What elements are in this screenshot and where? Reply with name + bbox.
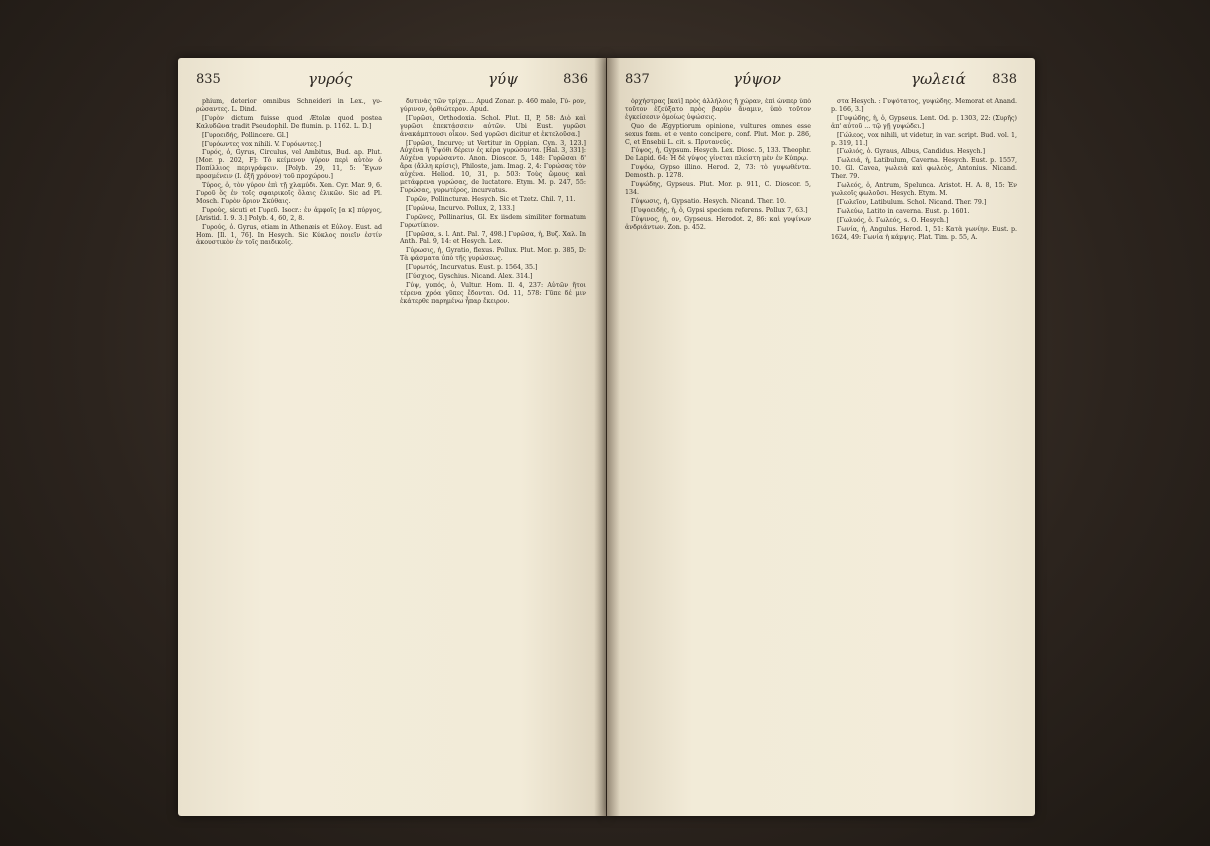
entry-text: Γυρῶνες, Pollinarius, Gl. Ex iisdem similiter formatum Γυρωτίκιον. [400, 213, 586, 229]
running-headword-right: γωλειά [911, 70, 966, 88]
entry-text: Γωλειά, ἡ, Latibulum, Caverna. Hesych. Eust. p. 1557, 10. Gl. Cavea, γωλειὰ καὶ φωλεὸς, Antonius. Nicand. Ther. 79. [831, 157, 1017, 181]
entry-text: [Γυρὸν dictum fuisse quod Ætolæ quod postea Καλυδῶνα tradit Pseudophil. De flumin. p. 1162. L. D.] [196, 114, 382, 130]
book-gutter [594, 58, 620, 816]
running-headword-right: γύψ [488, 70, 518, 88]
entry-text: [Γυροειδής, Pollincere. Gl.] [202, 131, 289, 139]
right-page-column-2 [831, 98, 1017, 803]
entry-text: [Γωλεῖον, Latibulum. Schol. Nicand. Ther. 79.] [837, 198, 987, 206]
entry-text: [Γυρῶσι, Incurvo; ut Vertitur in Oppian. Cyn. 3, 123.] Αὐχένα ἢ Ὑψόθι δέρειν ἐς κέρα γυρώσαντα. [Hal. 3, 331]: Αὐχένα γυρώσαντο. Anon. Dioscor. 5, 148: Γυρῶσαι δ' ἄρα (ἄλλη κρίσις), Philoste, jam. Imag. 2, 4: Γυρώσας τὸν αὐχένα. Heliod. 10, 31, p. 503: Τοὺς ὤμους καὶ μετάφρενα γυρώσας, de luctatore. Etym. M. p. 247, 55: Γυρώσας, γυρωτέρος, incurvatus. [400, 139, 586, 194]
entry-text: Τύρος, ὁ, τὸν γύρον ἐπὶ τῇ χλαμύδι. Xen. Cyr. Mar. 9, 6. Γυροῦ ὅς ἐν τοῖς σφαιρικοῖς ὅλαις ἑλικῶν. Sic ad Pl. Mosch. Γυρὸν ὄριον Σκύθαις. [196, 182, 382, 205]
entry-text: Γυρούς, ὁ. Gyrus, etiam in Athenæis et Εὐλογ. Eust. ad Hom. [Il. 1, 76]. In Hesych. Sic Κύκλος ποιεῖν ἐστίν ἀκουστικὸν ἐν τοῖς παιδικοῖς. [196, 223, 382, 247]
entry-text: [Γωλιός, ὁ. Gyraus, Albus, Candidus. Hesych.] [837, 148, 986, 156]
entry-text: Γυψώδης, Gypseus. Plut. Mor. p. 911, C. Dioscor. 5, 134. [625, 181, 811, 196]
entry-text: [Γυρῶσι, Orthodoxia. Schol. Plut. II, P, 58: Διὸ καὶ γυρῶσι ἐπεκτάσσειν αὐτῶν. Ubi Eust. γυρῶσι ἀνακάμπτουσι οἶκον. Sed γυρῶσι dicitur et ἐκτελοῦσα.] [400, 114, 586, 138]
entry-text: Quo de Ægyptiorum opinione, vultures omnes esse sexus fœm. et e vento concipere, conf. Plut. Mor. p. 286, C, et Ensebii L. cit. s. Πρυτανεύς. [625, 122, 811, 146]
page-number-838: 838 [992, 72, 1017, 87]
entry-text: Γυρός, ὁ, Gyrus, Circulus, vel Ambitus, Bud. ap. Plut. [Mor. p. 202, F]: Τὸ κείμενον γύρον περὶ αὐτὸν ὁ Ποπίλλιος περιγράφειν. [Polyb. 29, 11, 5: Ἔγων προσμένειν (Ι. ἐξῆ χρόνον) τοῦ προχώρου.] [196, 149, 382, 181]
running-headword-left: γυρός [308, 70, 353, 88]
entry-text: Γύρωσις, ἡ, Gyratio, flexus. Pollux. Plut. Mor. p. 385, D: Τὰ φάσματα ὑπὸ τῆς γυρώσεως. [400, 247, 586, 263]
entry-text: Γύψωσις, ἡ, Gypsatio. Hesych. Nicand. Ther. 10. [631, 197, 786, 205]
entry-text: Γυψόω, Gypso illino. Herod. 2, 73: τὸ γυψωθέντα. Demosth. p. 1278. [625, 164, 811, 180]
entry-text: [Γώλεος, vox nihili, ut videtur, in var. script. Bud. vol. 1, p. 319, 11.] [831, 131, 1017, 147]
right-page [607, 58, 1035, 816]
entry-text: Γωλεός, ὁ, Antrum, Spelunca. Aristot. H. A. 8, 15: Ἐν γωλεοῖς φωλοῦσι. Hesych. Etym. M. [831, 182, 1017, 197]
left-page-column-2 [400, 98, 586, 803]
entry-text: [Γωλυός, ὁ. Γωλεός, s. Ο. Hesych.] [837, 216, 949, 224]
entry-text: Γυρῶν, Pollincturæ. Hesych. Sic et Tzetz. Chil. 7, 11. [406, 195, 576, 203]
entry-text: Γωλεύω, Latito in caverna. Eust. p. 1601. [837, 207, 970, 215]
running-headword-left: γύψον [733, 70, 781, 88]
entry-text: [Γυρωτός, Incurvatus. Eust. p. 1564, 35.] [406, 264, 538, 272]
entry-text: στα Hesych. : Γυψότατος, γυψώδης. Memorat et Anand. p. 166, 3.] [831, 98, 1017, 113]
left-page-header [196, 72, 588, 92]
right-page-header [625, 72, 1017, 92]
left-page-column-1 [196, 98, 382, 803]
entry-text: [Γυψώδης, ἡ, ὁ, Gypseus. Lent. Od. p. 1303, 22: (Συρῆς) ἀπ' αὐτοῦ ... τῷ γῇ γυψώδει.] [831, 114, 1017, 130]
entry-text: [Γύσχιος, Gyschius. Nicand. Alex. 314.] [406, 273, 533, 281]
entry-text: [Γυρώνω, Incurvo. Pollux, 2, 133.] [406, 204, 515, 212]
page-number-835: 835 [196, 72, 221, 87]
page-number-836: 836 [563, 72, 588, 87]
left-page [178, 58, 606, 816]
entry-text: [Γυρῶσα, s. l. Ant. Pal. 7, 498.] Γυρῶσα, ἡ, Βυζ. Χαλ. In Anth. Pal. 9, 14: et Hesych. Lex. [400, 230, 586, 246]
entry-text: Γύψος, ἡ, Gypsum. Hesych. Lex. Diosc. 5, 133. Theophr. De Lapid. 64: Ἡ δὲ γύψος γίνεται πλείστη μὲν ἐν Κύπρῳ. [625, 147, 811, 163]
entry-text: Γύψ, γυπός, ὁ, Vultur. Hom. Il. 4, 237: Αὐτῶν ἤτοι τέρενα χρόα γῦπες ἔδονται. Od. 11, 578: Γῦπε δέ μιν ἑκάτερθε παρημένω ἧπαρ ἔκειρον. [400, 281, 586, 305]
entry-text: δυτινὰς τῶν τρίχα.... Apud Zonar. p. 460 male, Γύ- ρον, γύρινον, ὀρθιώτερον. Apud. [400, 98, 586, 113]
page-number-837: 837 [625, 72, 650, 87]
entry-text: Γωνία, ἡ, Angulus. Herod. 1, 51: Κατὰ γωνίην. Eust. p. 1624, 49: Γωνία ἡ κάμψις. Plat. Tim. p. 55, Α. [831, 225, 1017, 241]
right-page-column-1 [625, 98, 811, 803]
entry-text: [Γυρόωντες vox nihili. V. Γυρόωντες.] [202, 140, 322, 148]
entry-text: ὀρχήστρας [καὶ] πρὸς ἀλλήλοις ἢ χώραν, ἐπὶ ὧνπερ ὑπὸ τοῦτον ἐζεύξατο πρὸς βαρὺν ἄναμιν, ὑπὸ τοῦτον ἐγκείσεσιν ὁμοίως ὑψώσεις. [625, 98, 811, 121]
entry-text: [Γυψοειδής, ἡ, ὁ, Gypsi speciem referens. Pollux 7, 63.] [631, 206, 808, 214]
entry-text: phium, deterior omnibus Schneideri in Lex., γυ- ρώσαντες. L. Dind. [196, 98, 382, 113]
entry-text: Γυροὺς, sicuti et Γυρεῦ. Isocr.: ἐν ἀμφοῖς [α κ] πύργος, [Aristid. Ι. 9. 3.] Polyb. 4, 60, 2, 8. [196, 206, 382, 222]
entry-text: Γύψινος, ἡ, ον, Gypseus. Herodot. 2, 86: καὶ γυψίνων ἀνδριάντων. Zon. p. 452. [625, 215, 811, 231]
